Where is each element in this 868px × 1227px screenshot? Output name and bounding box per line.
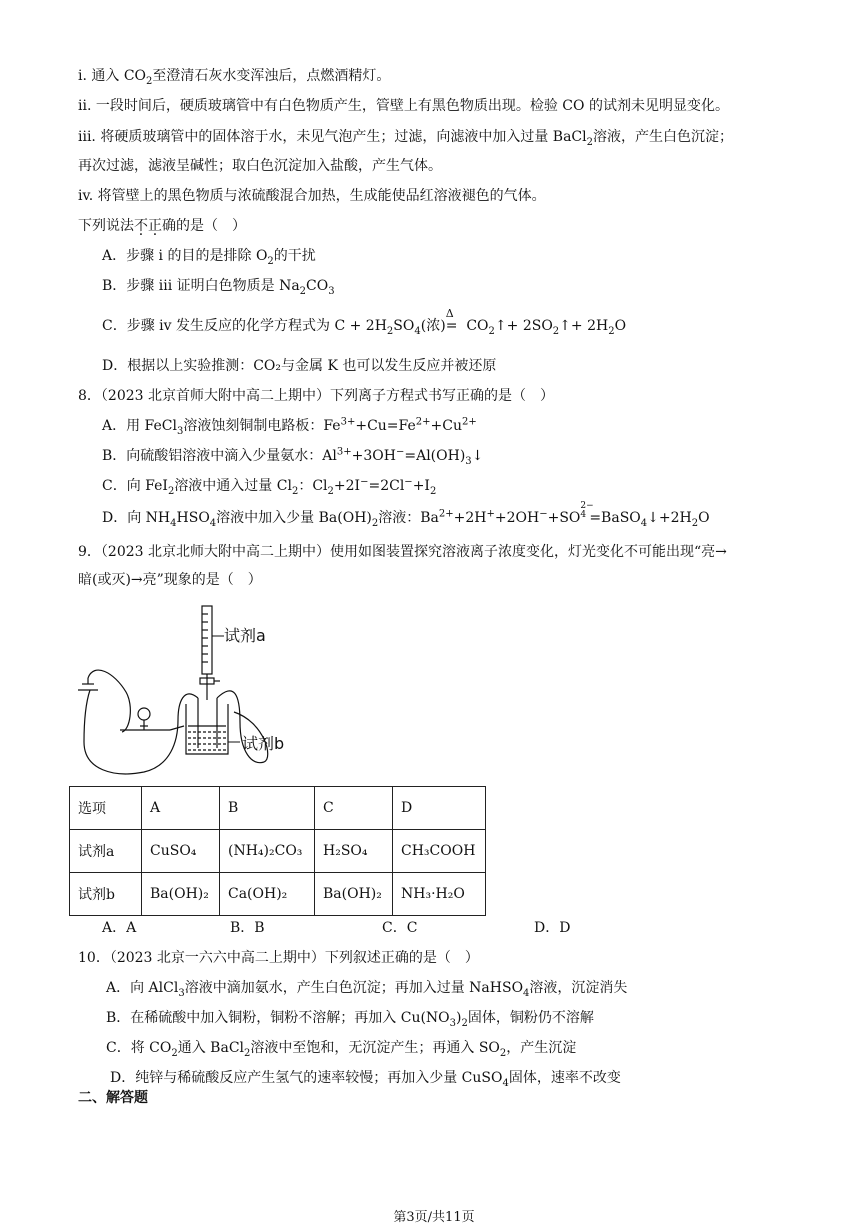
q9-answer-a: A．A bbox=[102, 920, 137, 936]
q10-option-d: D．纯锌与稀硫酸反应产生氢气的速率较慢；再加入少量 CuSO$_4$固体，速率不改变 bbox=[110, 1070, 621, 1089]
table-cell: CuSO₄ bbox=[142, 830, 220, 873]
q8-option-a: A．用 FeCl$_3$溶液蚀刻铜制电路板：$Fe^{3+}+Cu=Fe^{2+}+Cu^{2+}$ bbox=[102, 416, 477, 437]
conductivity-apparatus-figure bbox=[74, 602, 304, 782]
q10-option-a: A．向 AlCl$_3$溶液中滴加氨水，产生白色沉淀；再加入过量 NaHSO$_4$溶液，沉淀消失 bbox=[106, 980, 628, 999]
table-cell: CH₃COOH bbox=[393, 830, 486, 873]
q7-step-i: i. 通入 $CO_2$至澄清石灰水变浑浊后，点燃酒精灯。 bbox=[78, 68, 391, 87]
light-bulb-icon bbox=[138, 708, 150, 730]
table-cell: 试剂b bbox=[70, 873, 142, 916]
q10-stem: 10．（2023 北京一六六中高二上期中）下列叙述正确的是（ ） bbox=[78, 950, 479, 966]
reagent-table bbox=[69, 786, 486, 916]
reagent-a-label: 试剂a bbox=[224, 626, 266, 645]
q7-step-ii: ii. 一段时间后，硬质玻璃管中有白色物质产生，管壁上有黑色物质出现。检验 CO 的试剂未见明显变化。 bbox=[78, 98, 729, 114]
q9-answer-b: B．B bbox=[230, 920, 265, 936]
q9-answer-d: D．D bbox=[534, 920, 571, 936]
page-footer: 第3页/共11页 bbox=[393, 1210, 475, 1225]
q8-option-d: D．向 $NH_4HSO_4$溶液中加入少量 $Ba(OH)_2$溶液：$Ba^{2+}+2H^++2OH^-+SO$ 2− 4 $=BaSO_4↓+2H_2O$ bbox=[102, 501, 710, 529]
table-cell: H₂SO₄ bbox=[315, 830, 393, 873]
q7-step-iii-cont: 再次过滤，滤液呈碱性；取白色沉淀加入盐酸，产生气体。 bbox=[78, 158, 442, 174]
q7-option-d: D．根据以上实验推测：CO₂与金属 K 也可以发生反应并被还原 bbox=[102, 358, 497, 374]
table-cell: (NH₄)₂CO₃ bbox=[220, 830, 315, 873]
table-row bbox=[70, 830, 486, 873]
table-cell: 试剂a bbox=[70, 830, 142, 873]
q9-answer-c: C．C bbox=[382, 920, 418, 936]
table-header-cell: B bbox=[220, 787, 315, 830]
q7-step-iv: iv. 将管壁上的黑色物质与浓硫酸混合加热，生成能使品红溶液褪色的气体。 bbox=[78, 188, 546, 204]
table-header-cell: D bbox=[393, 787, 486, 830]
table-header-cell: A bbox=[142, 787, 220, 830]
burette bbox=[200, 606, 220, 700]
q7-option-c: C．步骤 iv 发生反应的化学方程式为 $C + 2H_2SO_4$(浓) Δ = $CO_2↑+$ $2SO_2↑+ 2H_2O$ bbox=[102, 307, 627, 337]
q10-option-b: B．在稀硫酸中加入铜粉，铜粉不溶解；再加入 $Cu(NO_3)_2$固体，铜粉仍不溶解 bbox=[106, 1010, 594, 1029]
beaker bbox=[186, 698, 228, 754]
table-cell: NH₃·H₂O bbox=[393, 873, 486, 916]
q7-option-b: B．步骤 iii 证明白色物质是 $Na_2CO_3$ bbox=[102, 278, 335, 297]
table-row bbox=[70, 873, 486, 916]
q8-option-b: B．向硫酸铝溶液中滴入少量氨水：$Al^{3+}+3OH^-=Al(OH)_3↓$ bbox=[102, 446, 484, 467]
q8-option-c: C．向 FeI$_2$溶液中通入过量 $Cl_2$：$Cl_2+2I^-=2Cl^-+I_2$ bbox=[102, 476, 437, 497]
q7-step-iii: iii. 将硬质玻璃管中的固体溶于水，未见气泡产生；过滤，向滤液中加入过量 BaCl$_2$溶液，产生白色沉淀； bbox=[78, 129, 733, 148]
table-header-cell: C bbox=[315, 787, 393, 830]
table-row bbox=[70, 787, 486, 830]
circuit-wires bbox=[78, 670, 268, 774]
table-cell: Ca(OH)₂ bbox=[220, 873, 315, 916]
table-header-cell: 选项 bbox=[70, 787, 142, 830]
q7-option-a: A．步骤 i 的目的是排除 $O_2$的干扰 bbox=[102, 248, 316, 267]
q8-stem: 8．（2023 北京首师大附中高二上期中）下列离子方程式书写正确的是（ ） bbox=[78, 388, 554, 404]
q10-option-c: C．将 $CO_2$通入 BaCl$_2$溶液中至饱和，无沉淀产生；再通入 $SO_2$，产生沉淀 bbox=[106, 1040, 577, 1059]
q9-stem-line1: 9．（2023 北京北师大附中高二上期中）使用如图装置探究溶液离子浓度变化，灯光变化不可能出现“亮→ bbox=[78, 544, 727, 560]
q7-stem: 下列说法不正确的是（ ） bbox=[78, 218, 246, 234]
table-cell: Ba(OH)₂ bbox=[142, 873, 220, 916]
reagent-b-label: 试剂b bbox=[242, 734, 285, 753]
q9-stem-line2: 暗(或灭)→亮”现象的是（ ） bbox=[78, 572, 262, 588]
section-heading: 二、解答题 bbox=[78, 1090, 148, 1106]
table-cell: Ba(OH)₂ bbox=[315, 873, 393, 916]
heating-condition: Δ = bbox=[445, 307, 458, 334]
